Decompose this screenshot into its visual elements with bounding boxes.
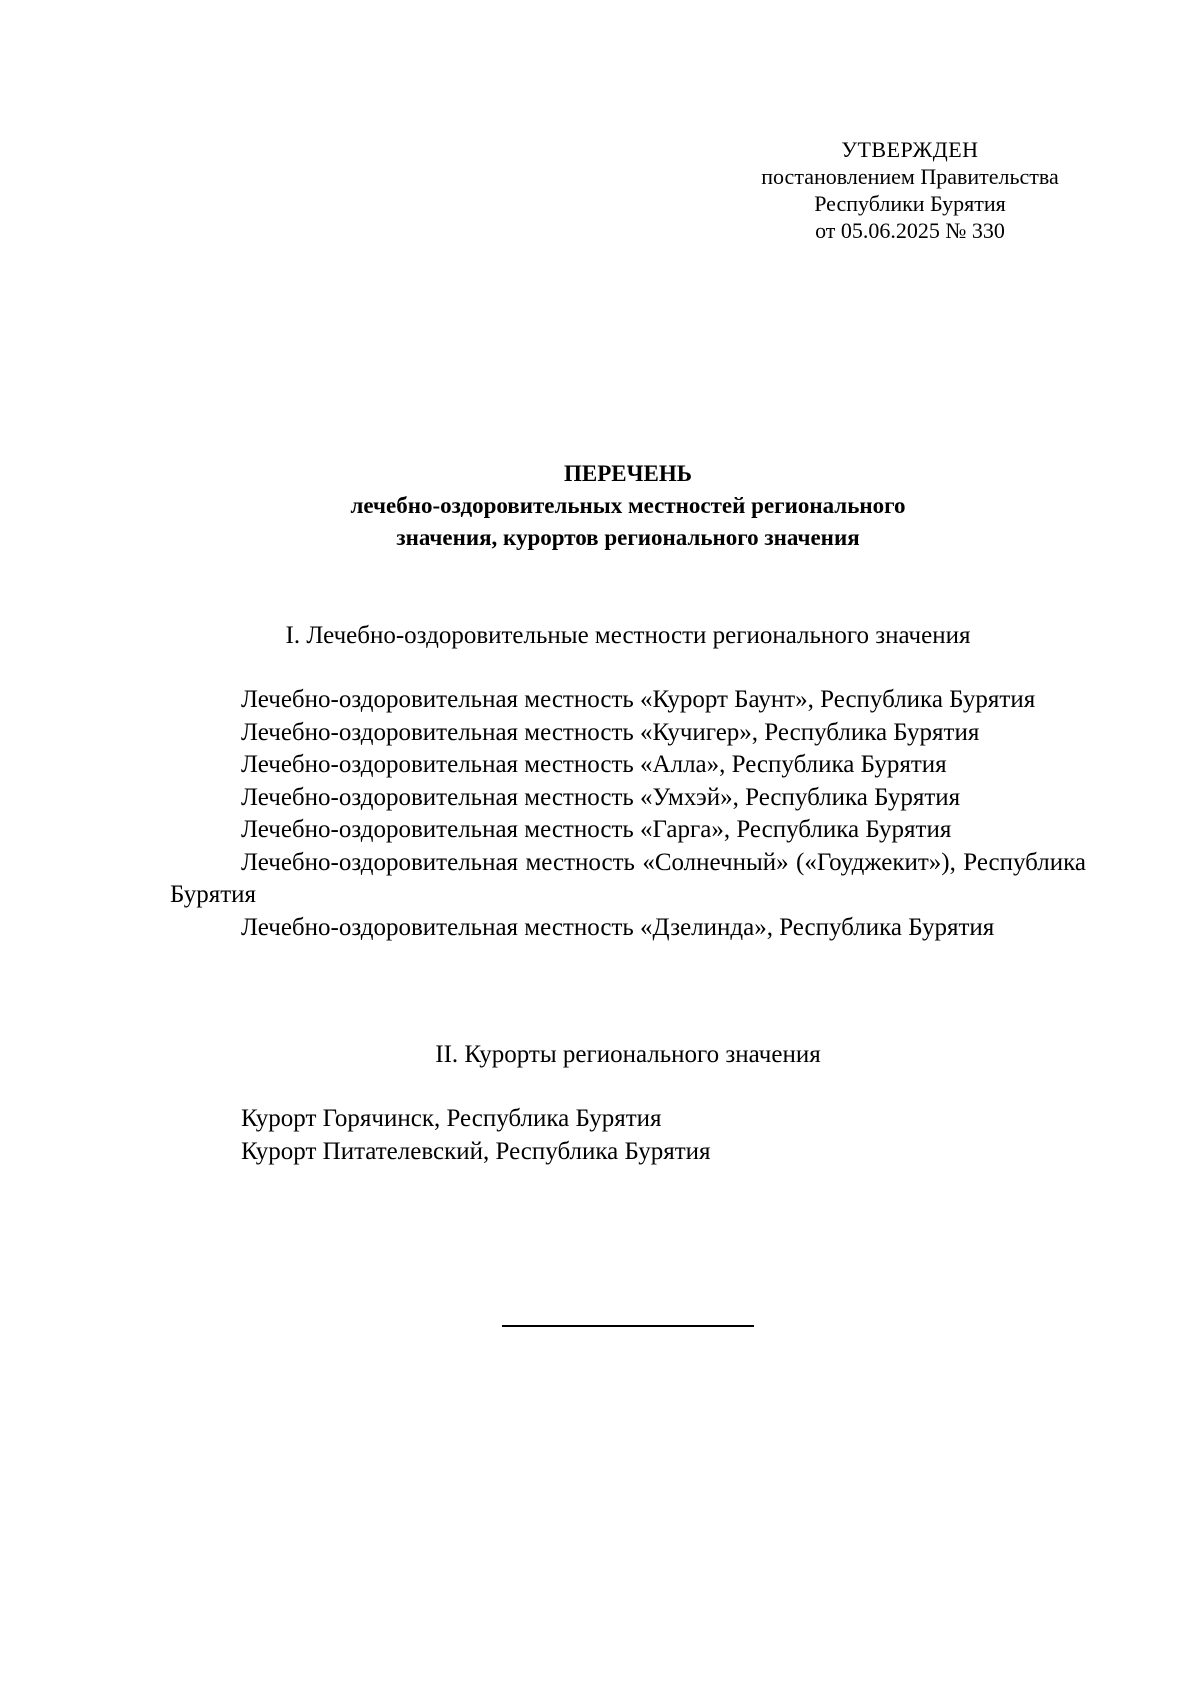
approval-title: УТВЕРЖДЕН: [841, 137, 979, 162]
section-2-heading: II. Курорты регионального значения: [435, 1041, 821, 1068]
section-1-list: [170, 684, 1086, 944]
list-item: Лечебно-оздоровительная местность «Алла», Республика Бурятия: [241, 751, 947, 778]
document-title: [170, 458, 1086, 554]
list-item: Лечебно-оздоровительная местность «Солнечный» («Гоуджекит»), Республика Бурятия: [170, 848, 1086, 908]
approval-date-number: от 05.06.2025 № 330: [815, 218, 1005, 243]
list-item: Лечебно-оздоровительная местность «Дзелинда», Республика Бурятия: [241, 913, 995, 941]
list-item: Курорт Горячинск, Республика Бурятия: [241, 1105, 662, 1132]
list-item: Лечебно-оздоровительная местность «Умхэй», Республика Бурятия: [241, 783, 961, 811]
list-item: Лечебно-оздоровительная местность «Гарга», Республика Бурятия: [241, 816, 952, 843]
list-item: Курорт Питателевский, Республика Бурятия: [241, 1137, 711, 1165]
document-title-line: значения, курортов регионального значения: [396, 525, 860, 550]
section-2-list: [170, 1103, 1086, 1168]
approval-line: Республики Бурятия: [814, 191, 1006, 216]
document-title-line: лечебно-оздоровительных местностей регионального: [350, 493, 906, 518]
list-item: Лечебно-оздоровительная местность «Курорт Баунт», Республика Бурятия: [241, 686, 1036, 713]
approval-line: постановлением Правительства: [761, 164, 1059, 189]
document-title-heading: ПЕРЕЧЕНЬ: [564, 461, 692, 486]
section-1-heading: I. Лечебно-оздоровительные местности регионального значения: [285, 622, 971, 649]
end-of-document-rule: [502, 1325, 754, 1327]
approval-stamp: [730, 136, 1090, 244]
list-item: Лечебно-оздоровительная местность «Кучигер», Республика Бурятия: [241, 718, 980, 746]
